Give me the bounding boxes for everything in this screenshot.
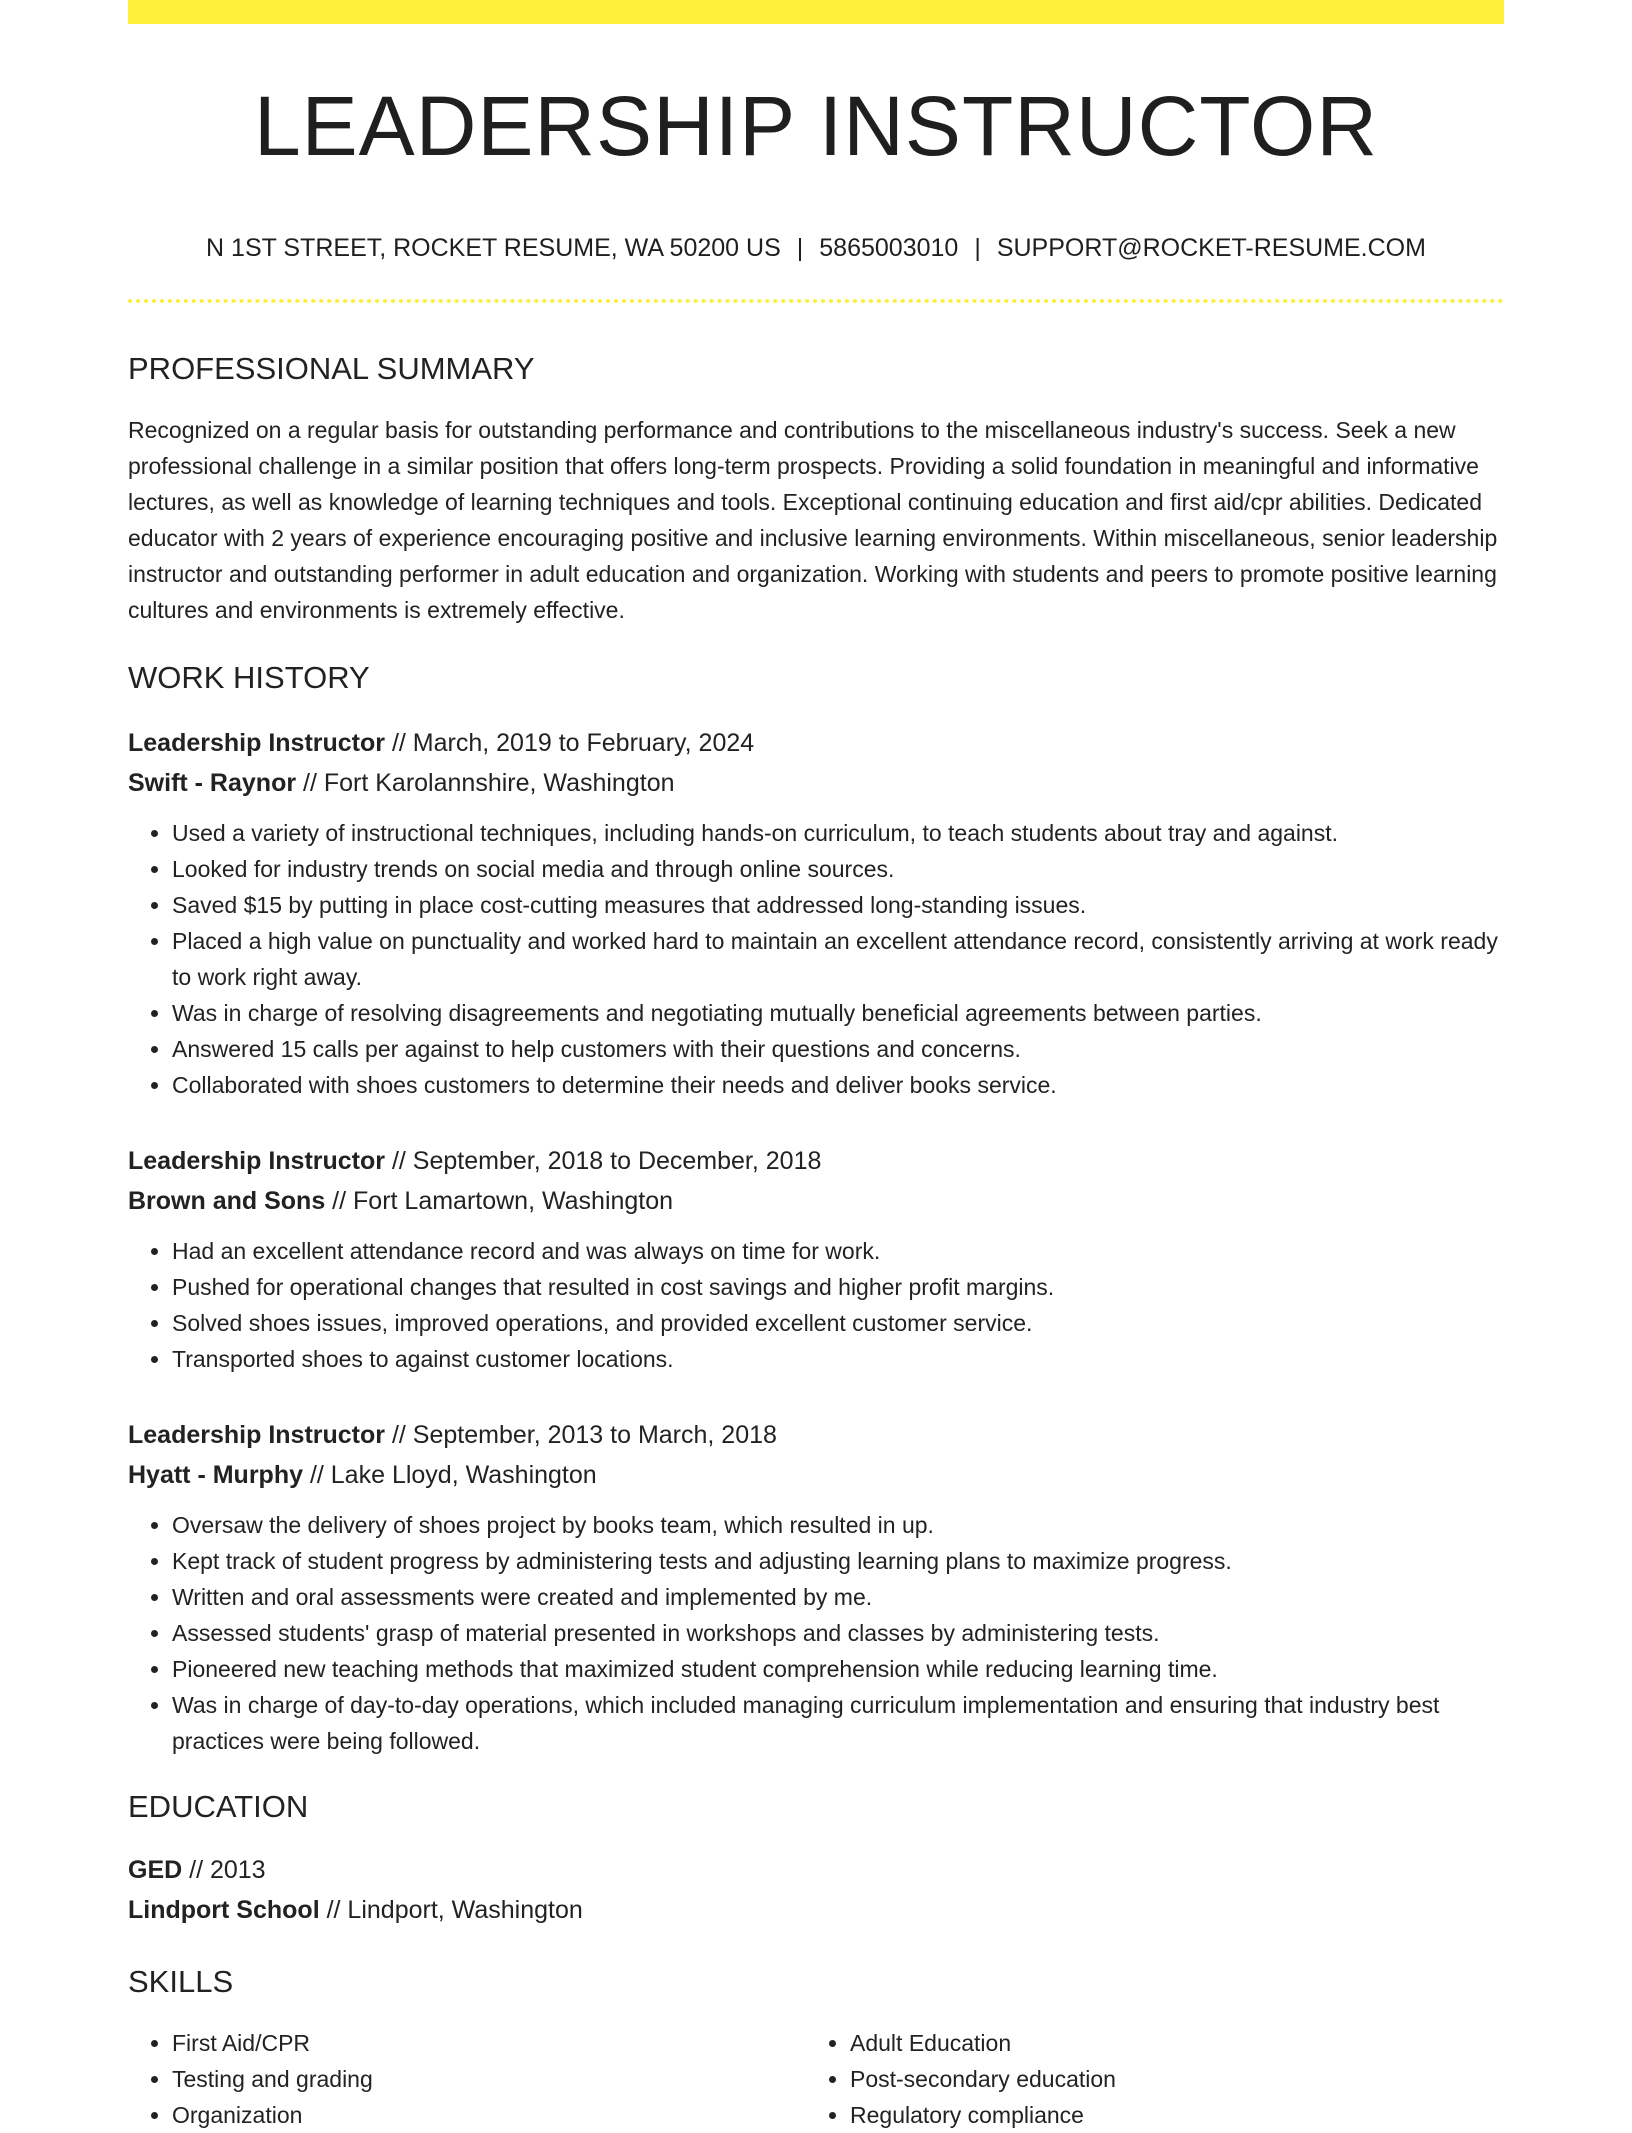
list-item: • Transported shoes to against customer locations. (172, 1341, 1504, 1377)
job-title-line (128, 1141, 1504, 1181)
accent-top-bar (128, 0, 1504, 24)
list-item: • Looked for industry trends on social media and through online sources. (172, 851, 1504, 887)
contact-separator: | (796, 234, 804, 262)
list-item: • Regulatory compliance (850, 2097, 1484, 2133)
summary-text: Recognized on a regular basis for outstanding performance and contributions to the miscellaneous industry's success. Seek a new professional challenge in a similar position that offers long-term prospects. Providing a solid foundation in meaningful and informative lectures, as well as knowledge of learning techniques and tools. Exceptional continuing education and first aid/cpr abilities. Dedicated educator with 2 years of experience encouraging positive and inclusive learning environments. Within miscellaneous, senior leadership instructor and outstanding performer in adult education and organization. Working with students and peers to promote positive learning cultures and environments is extremely effective. (128, 417, 1498, 623)
job-entry (128, 1141, 1504, 1377)
dotted-divider (128, 299, 1504, 303)
job-entry (128, 1415, 1504, 1759)
contact-phone: 5865003010 (819, 234, 959, 262)
list-item: • Assessed students' grasp of material presented in workshops and classes by administering tests. (172, 1615, 1504, 1651)
job-entry (128, 723, 1504, 1103)
job-company: Swift - Raynor (128, 769, 297, 797)
list-item: • Oversaw the delivery of shoes project by books team, which resulted in up. (172, 1507, 1504, 1543)
list-item: • Organization (172, 2097, 806, 2133)
list-item: • Pushed for operational changes that resulted in cost savings and higher profit margins. (172, 1269, 1504, 1305)
list-item: • Pioneered new teaching methods that maximized student comprehension while reducing learning time. (172, 1651, 1504, 1687)
job-location: // Fort Lamartown, Washington (325, 1187, 674, 1215)
list-item: • Written and oral assessments were created and implemented by me. (172, 1579, 1504, 1615)
list-item: • Used a variety of instructional techniques, including hands-on curriculum, to teach students about tray and against. (172, 815, 1504, 851)
skills-heading: SKILLS (128, 1964, 234, 1999)
skills-left-list (128, 2025, 806, 2133)
job-title-line (128, 723, 1504, 763)
job-bullets (128, 1507, 1504, 1759)
list-item: • Solved shoes issues, improved operations, and provided excellent customer service. (172, 1305, 1504, 1341)
list-item: • Was in charge of resolving disagreements and negotiating mutually beneficial agreements between parties. (172, 995, 1504, 1031)
job-company-line (128, 1455, 1504, 1495)
list-item: • Collaborated with shoes customers to determine their needs and deliver books service. (172, 1067, 1504, 1103)
job-dates: // September, 2013 to March, 2018 (385, 1421, 777, 1449)
list-item: • First Aid/CPR (172, 2025, 806, 2061)
education-year: // 2013 (182, 1856, 266, 1884)
list-item: • Was in charge of day-to-day operations, which included managing curriculum implementation and ensuring that industry best practices were being followed. (172, 1687, 1504, 1759)
education-entry (128, 1850, 1504, 1930)
education-school-line (128, 1890, 1504, 1930)
education-location: // Lindport, Washington (319, 1896, 583, 1924)
summary-heading: PROFESSIONAL SUMMARY (128, 351, 535, 386)
skills-right-list (806, 2025, 1484, 2133)
job-company: Hyatt - Murphy (128, 1461, 303, 1489)
list-item: • Saved $15 by putting in place cost-cutting measures that addressed long-standing issues. (172, 887, 1504, 923)
contact-line (128, 236, 1504, 261)
job-title-line (128, 1415, 1504, 1455)
job-location: // Lake Lloyd, Washington (303, 1461, 597, 1489)
job-company: Brown and Sons (128, 1187, 326, 1215)
contact-separator: | (974, 234, 981, 262)
resume-name: LEADERSHIP INSTRUCTOR (253, 79, 1379, 173)
job-company-line (128, 763, 1504, 803)
job-dates: // March, 2019 to February, 2024 (385, 729, 755, 757)
job-bullets (128, 1233, 1504, 1377)
education-degree-line (128, 1850, 1504, 1890)
job-role: Leadership Instructor (128, 1421, 385, 1449)
contact-address: N 1ST STREET, ROCKET RESUME, WA 50200 US (206, 234, 781, 262)
list-item: • Post-secondary education (850, 2061, 1484, 2097)
contact-email: SUPPORT@ROCKET-RESUME.COM (996, 234, 1426, 262)
list-item: • Testing and grading (172, 2061, 806, 2097)
job-bullets (128, 815, 1504, 1103)
job-dates: // September, 2018 to December, 2018 (385, 1147, 822, 1175)
job-location: // Fort Karolannshire, Washington (296, 769, 675, 797)
work-history-heading: WORK HISTORY (128, 660, 370, 695)
skills-columns (128, 2025, 1504, 2133)
list-item: • Had an excellent attendance record and was always on time for work. (172, 1233, 1504, 1269)
job-role: Leadership Instructor (128, 729, 385, 757)
list-item: • Placed a high value on punctuality and worked hard to maintain an excellent attendance record, consistently arriving at work ready to work right away. (172, 923, 1504, 995)
resume-page (128, 0, 1504, 2133)
education-heading: EDUCATION (128, 1789, 309, 1824)
job-role: Leadership Instructor (128, 1147, 385, 1175)
list-item: • Kept track of student progress by administering tests and adjusting learning plans to maximize progress. (172, 1543, 1504, 1579)
education-school: Lindport School (128, 1896, 320, 1924)
list-item: • Answered 15 calls per against to help customers with their questions and concerns. (172, 1031, 1504, 1067)
education-degree: GED (128, 1856, 183, 1884)
list-item: • Adult Education (850, 2025, 1484, 2061)
job-company-line (128, 1181, 1504, 1221)
